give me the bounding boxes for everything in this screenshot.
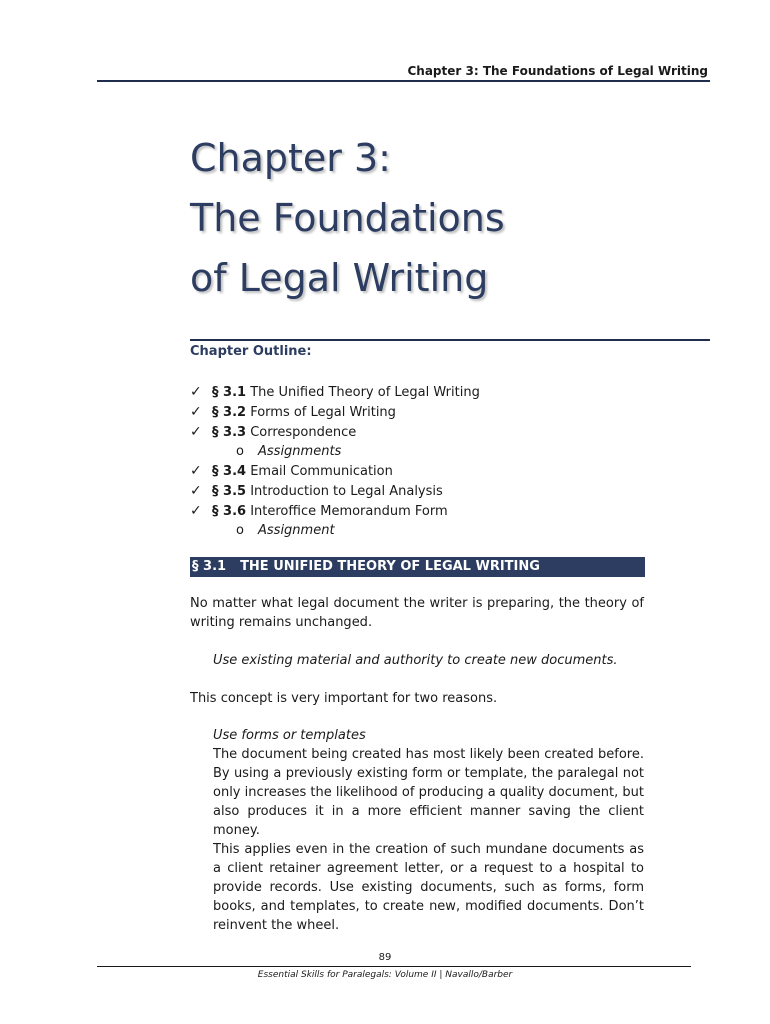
outline-item xyxy=(190,382,480,402)
outline-subitem-title: Assignments xyxy=(258,444,342,459)
outline-item-number: § 3.3 xyxy=(212,425,247,440)
outline-item xyxy=(190,501,480,521)
body-paragraph: No matter what legal document the writer is preparing, the theory of writing remains unchanged. xyxy=(190,596,644,630)
footer-rule xyxy=(97,966,691,967)
body-paragraph: The document being created has most likely been created before. By using a previously existing form or template, the paralegal not only increases the likelihood of producing a quality document, but also produces it in a more efficient manner saving the client money. xyxy=(213,747,644,838)
circle-bullet-icon: o xyxy=(236,444,244,459)
chapter-title xyxy=(190,128,505,308)
outline-item-title: Interoffice Memorandum Form xyxy=(250,504,448,519)
footer-text: Essential Skills for Paralegals: Volume II | Navallo/Barber xyxy=(257,970,513,980)
outline-item-number: § 3.1 xyxy=(212,385,247,400)
outline-item-title: Correspondence xyxy=(250,425,357,440)
principle-statement: Use existing material and authority to create new documents. xyxy=(213,653,618,668)
outline-item xyxy=(190,402,480,422)
checkmark-icon: ✓ xyxy=(190,463,202,479)
checkmark-icon: ✓ xyxy=(190,384,202,400)
chapter-title-line-3: of Legal Writing xyxy=(190,256,489,300)
title-rule xyxy=(190,339,710,341)
outline-item-number: § 3.5 xyxy=(212,484,247,499)
outline-item-number: § 3.2 xyxy=(212,405,247,420)
outline-item-title: Introduction to Legal Analysis xyxy=(250,484,443,499)
section-number: § 3.1 xyxy=(192,559,227,574)
outline-subitem xyxy=(190,442,480,461)
checkmark-icon: ✓ xyxy=(190,483,202,499)
body-paragraph: This concept is very important for two reasons. xyxy=(190,691,498,706)
outline-item-number: § 3.4 xyxy=(212,464,247,479)
checkmark-icon: ✓ xyxy=(190,503,202,519)
outline-subitem-title: Assignment xyxy=(258,523,335,538)
chapter-title-line-2: The Foundations xyxy=(190,196,505,240)
outline-item xyxy=(190,481,480,501)
section-heading xyxy=(190,557,645,577)
chapter-title-line-1: Chapter 3: xyxy=(190,136,391,180)
chapter-outline xyxy=(190,382,480,540)
outline-item xyxy=(190,422,480,442)
outline-item-number: § 3.6 xyxy=(212,504,247,519)
body-paragraph: This applies even in the creation of such mundane documents as a client retainer agreement letter, or a request to a hospital to provide records. Use existing documents, such as forms, form books, and templates, to create new, modified documents. Don’t reinvent the wheel. xyxy=(213,842,644,933)
section-title: THE UNIFIED THEORY OF LEGAL WRITING xyxy=(240,559,540,574)
outline-item-title: Forms of Legal Writing xyxy=(250,405,396,420)
outline-item-title: The Unified Theory of Legal Writing xyxy=(250,385,480,400)
page-number: 89 xyxy=(378,952,392,963)
outline-item xyxy=(190,461,480,481)
running-header: Chapter 3: The Foundations of Legal Writing xyxy=(407,64,708,78)
outline-item-title: Email Communication xyxy=(250,464,393,479)
header-rule xyxy=(97,80,710,82)
subheading: Use forms or templates xyxy=(213,728,366,743)
outline-label: Chapter Outline: xyxy=(190,344,312,359)
outline-subitem xyxy=(190,521,480,540)
checkmark-icon: ✓ xyxy=(190,424,202,440)
circle-bullet-icon: o xyxy=(236,523,244,538)
checkmark-icon: ✓ xyxy=(190,404,202,420)
